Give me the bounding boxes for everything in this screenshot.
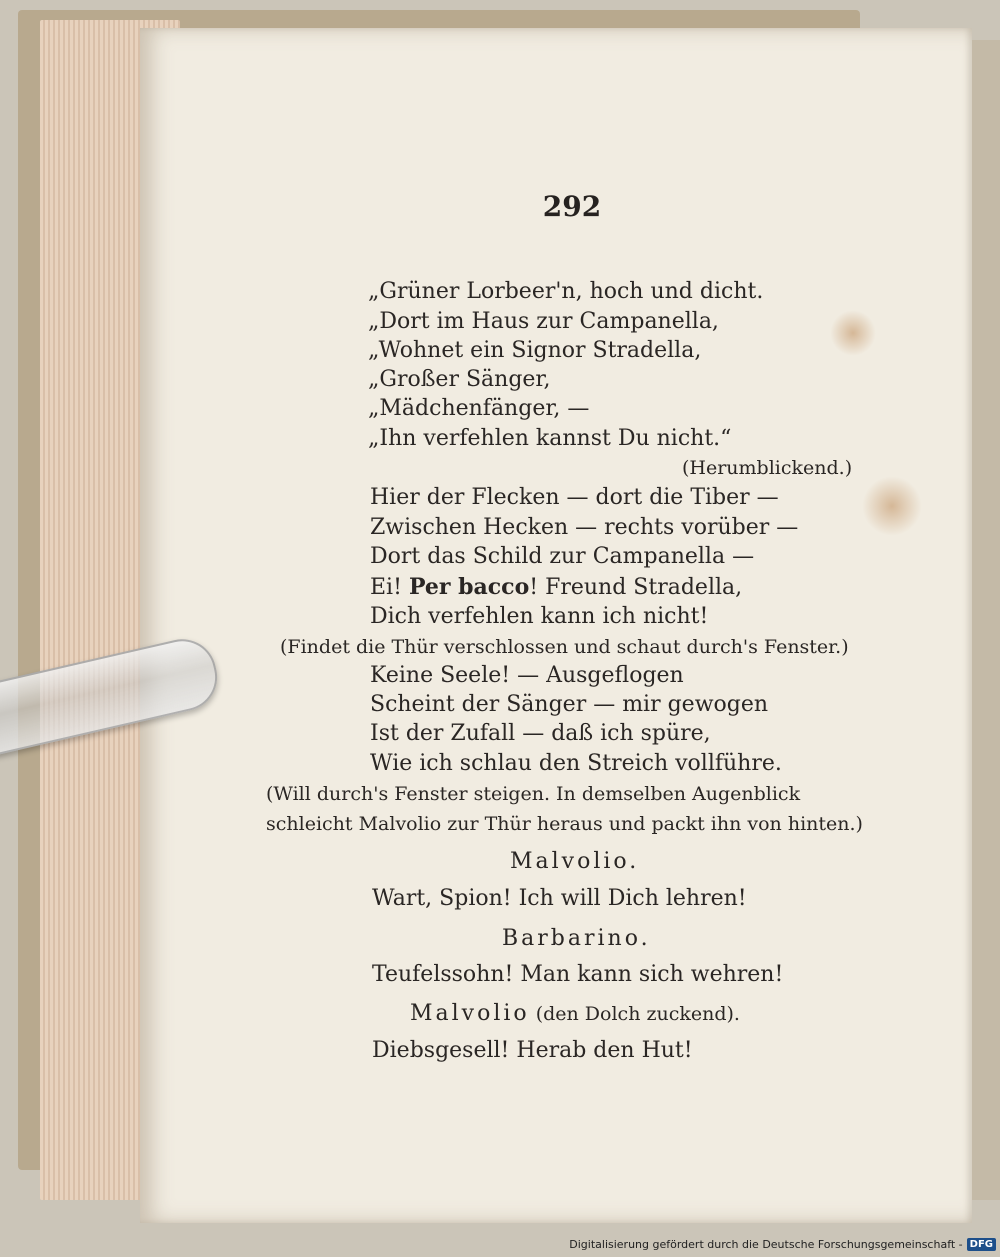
text-line: Scheint der Sänger — mir gewogen	[370, 692, 769, 717]
text-line: Zwischen Hecken — rechts vorüber —	[370, 515, 799, 540]
italian-phrase: Per bacco	[408, 574, 530, 600]
text-segment: ! Freund Stradella,	[529, 575, 743, 600]
text-line: „Mädchenfänger, —	[368, 396, 590, 421]
text-line	[410, 1000, 740, 1028]
stage-direction: (Herumblickend.)	[682, 457, 853, 479]
text-line	[370, 573, 742, 602]
text-line: Teufelssohn! Man kann sich wehren!	[372, 962, 784, 987]
text-line: Dort das Schild zur Campanella —	[370, 544, 755, 569]
stage-direction: (Will durch's Fenster steigen. In demselben Augenblick	[266, 783, 801, 805]
text-line: Dich verfehlen kann ich nicht!	[370, 604, 709, 629]
stage-direction: (den Dolch zuckend).	[529, 1003, 740, 1025]
text-line: Ist der Zufall — daß ich spüre,	[370, 721, 711, 746]
speaker-name: Malvolio.	[510, 849, 640, 874]
text-line: „Wohnet ein Signor Stradella,	[368, 338, 702, 363]
text-line: Wart, Spion! Ich will Dich lehren!	[372, 886, 747, 911]
text-line: Hier der Flecken — dort die Tiber —	[370, 485, 779, 510]
page-number: 292	[542, 190, 602, 223]
speaker-name: Barbarino.	[502, 926, 651, 951]
text-line: Wie ich schlau den Streich vollführe.	[370, 751, 782, 776]
speaker-name: Malvolio	[410, 1001, 530, 1026]
stain-mark	[862, 476, 922, 536]
stage-direction: (Findet die Thür verschlossen und schaut durch's Fenster.)	[280, 636, 849, 658]
book-page	[140, 28, 972, 1223]
text-line: „Ihn verfehlen kannst Du nicht.“	[368, 426, 732, 451]
stain-mark	[830, 310, 876, 356]
text-line: Diebsgesell! Herab den Hut!	[372, 1038, 693, 1063]
digitization-footer	[569, 1238, 996, 1251]
stage-direction: schleicht Malvolio zur Thür heraus und packt ihn von hinten.)	[266, 813, 863, 835]
text-line: „Grüner Lorbeer'n, hoch und dicht.	[368, 279, 764, 304]
text-segment: Ei!	[370, 575, 409, 600]
text-line: „Großer Sänger,	[368, 367, 551, 392]
text-line: „Dort im Haus zur Campanella,	[368, 309, 719, 334]
text-line: Keine Seele! — Ausgeflogen	[370, 663, 684, 688]
footer-text: Digitalisierung gefördert durch die Deutsche Forschungsgemeinschaft -	[569, 1238, 963, 1251]
dfg-logo: DFG	[967, 1238, 996, 1251]
